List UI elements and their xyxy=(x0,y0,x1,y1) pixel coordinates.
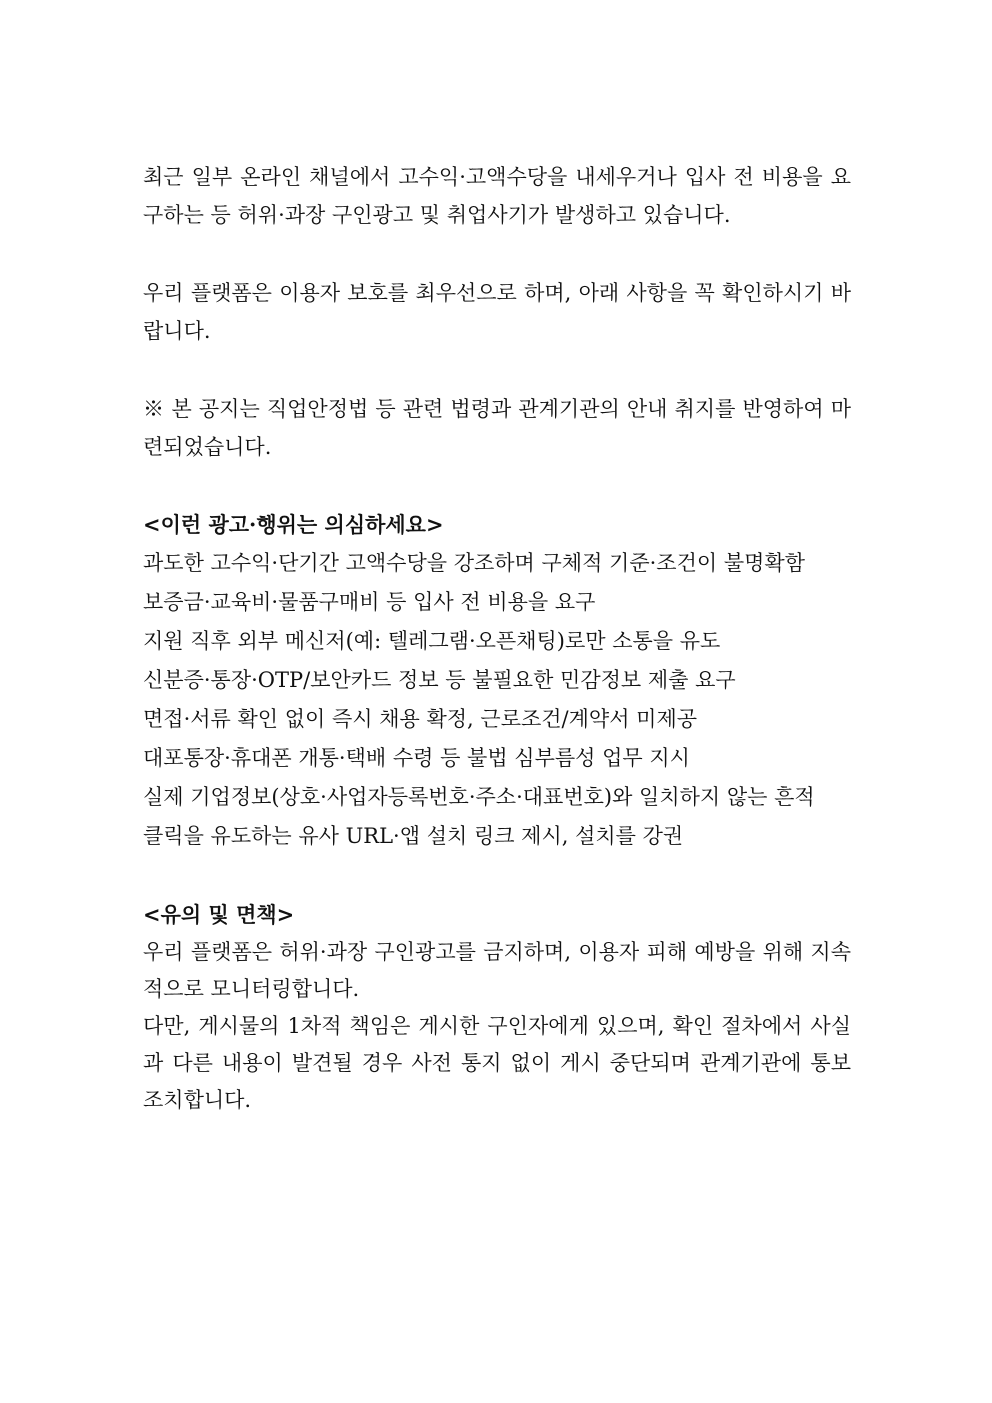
notice-document xyxy=(143,158,851,1119)
disclaimer-section-heading: <유의 및 면책> xyxy=(143,902,295,927)
warning-item: 면접·서류 확인 없이 즉시 채용 확정, 근로조건/계약서 미제공 xyxy=(143,707,698,731)
warning-item: 대포통장·휴대폰 개통·택배 수령 등 불법 심부름성 업무 지시 xyxy=(143,746,690,770)
warning-list xyxy=(143,544,851,856)
warning-item: 지원 직후 외부 메신저(예: 텔레그램·오픈채팅)로만 소통을 유도 xyxy=(143,629,721,653)
disclaimer-paragraph-1: 우리 플랫폼은 허위·과장 구인광고를 금지하며, 이용자 피해 예방을 위해 지속적으로 모니터링합니다. xyxy=(143,940,851,1001)
intro-paragraph-3: ※ 본 공지는 직업안정법 등 관련 법령과 관계기관의 안내 취지를 반영하여 마련되었습니다. xyxy=(143,397,851,459)
spacer xyxy=(143,466,851,506)
warning-item: 실제 기업정보(상호·사업자등록번호·주소·대표번호)와 일치하지 않는 흔적 xyxy=(143,785,815,809)
warning-item: 과도한 고수익·단기간 고액수당을 강조하며 구체적 기준·조건이 불명확함 xyxy=(143,551,805,575)
intro-paragraph-1: 최근 일부 온라인 채널에서 고수익·고액수당을 내세우거나 입사 전 비용을 요구하는 등 허위·과장 구인광고 및 취업사기가 발생하고 있습니다. xyxy=(143,165,851,227)
warning-item: 클릭을 유도하는 유사 URL·앱 설치 링크 제시, 설치를 강권 xyxy=(143,824,684,848)
intro-paragraph-2: 우리 플랫폼은 이용자 보호를 최우선으로 하며, 아래 사항을 꼭 확인하시기 바랍니다. xyxy=(143,281,851,343)
disclaimer-paragraph-2: 다만, 게시물의 1차적 책임은 게시한 구인자에게 있으며, 확인 절차에서 사실과 다른 내용이 발견될 경우 사전 통지 없이 게시 중단되며 관계기관에 통보 조치합니다. xyxy=(143,1014,851,1112)
warning-section-heading: <이런 광고·행위는 의심하세요> xyxy=(143,512,444,537)
spacer xyxy=(143,856,851,896)
spacer xyxy=(143,350,851,390)
warning-item: 보증금·교육비·물품구매비 등 입사 전 비용을 요구 xyxy=(143,590,596,614)
spacer xyxy=(143,234,851,274)
warning-item: 신분증·통장·OTP/보안카드 정보 등 불필요한 민감정보 제출 요구 xyxy=(143,668,736,692)
